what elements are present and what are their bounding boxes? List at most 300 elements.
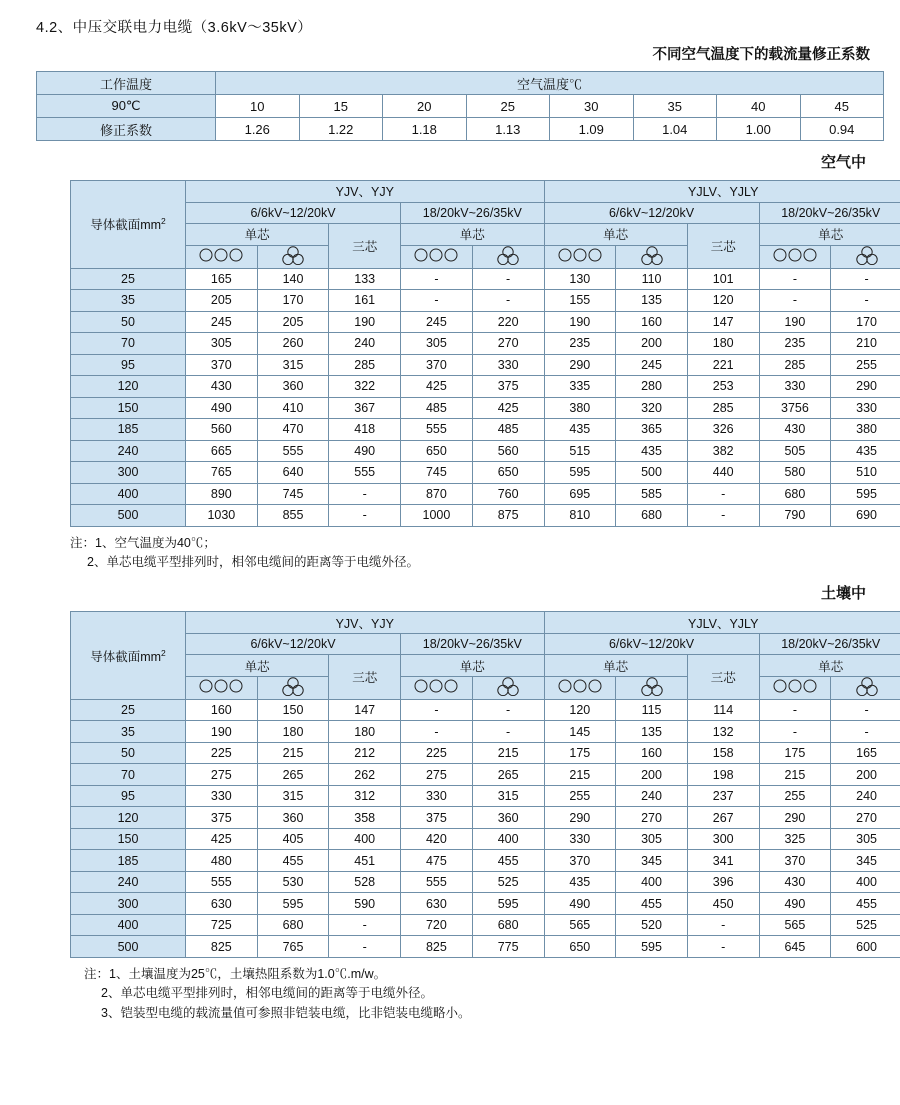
three-circles-trefoil-icon [257,245,329,268]
conductor-section-value: 400 [71,914,186,936]
current-rating-value: 240 [616,785,688,807]
table-row [71,850,900,872]
header-row-arrangement [71,676,900,699]
current-rating-value: 158 [687,742,759,764]
current-rating-value: 560 [186,419,258,441]
current-rating-value: 450 [687,893,759,915]
current-rating-value: 120 [687,290,759,312]
header-row-groups [71,612,900,634]
conductor-section-value: 400 [71,483,186,505]
current-rating-value: 490 [544,893,616,915]
current-rating-value: 235 [544,333,616,355]
factor-value: 1.13 [466,118,550,141]
current-rating-value: 221 [687,354,759,376]
current-rating-value: - [329,914,401,936]
current-rating-value: 135 [616,721,688,743]
current-rating-value: 440 [687,462,759,484]
current-rating-value: 810 [544,505,616,527]
current-rating-value: 375 [401,807,473,829]
current-rating-value: 265 [472,764,544,786]
air-notes [70,534,878,573]
voltage-header: 6/6kV~12/20kV [544,202,759,224]
three-circles-trefoil-icon [472,676,544,699]
note-line: 注：1、空气温度为40℃； [70,535,216,550]
current-rating-value: 590 [329,893,401,915]
factor-value: 1.09 [550,118,634,141]
current-rating-value: 120 [544,699,616,721]
factor-value: 1.22 [299,118,383,141]
current-rating-value: 300 [687,828,759,850]
current-rating-value: 270 [472,333,544,355]
current-rating-value: - [401,699,473,721]
current-rating-value: 435 [544,871,616,893]
current-rating-value: - [759,268,831,290]
three-circles-trefoil-icon [616,245,688,268]
header-row-cores [71,224,900,246]
header-row-groups [71,181,900,203]
current-rating-value: 425 [401,376,473,398]
current-rating-value: 255 [759,785,831,807]
three-circles-flat-icon [544,676,616,699]
current-rating-value: 110 [616,268,688,290]
current-rating-value: 418 [329,419,401,441]
current-rating-value: 680 [257,914,329,936]
current-rating-value: 650 [401,440,473,462]
current-rating-value: 305 [831,828,900,850]
current-rating-value: 630 [401,893,473,915]
current-rating-value: 160 [616,742,688,764]
note-line: 3、铠装型电缆的载流量值可参照非铠装电缆，比非铠装电缆略小。 [101,1005,471,1020]
current-rating-value: 101 [687,268,759,290]
current-rating-value: 515 [544,440,616,462]
single-core-header: 单芯 [401,655,544,677]
current-rating-value: - [401,290,473,312]
current-rating-value: - [759,290,831,312]
current-rating-value: 160 [616,311,688,333]
conductor-section-value: 150 [71,828,186,850]
table-row [37,118,884,141]
current-rating-value: - [687,483,759,505]
table-row [71,440,900,462]
conductor-section-value: 50 [71,742,186,764]
temp-table-heading: 不同空气温度下的载流量修正系数 [652,47,870,63]
conductor-section-value: 95 [71,354,186,376]
page-title: 4.2、中压交联电力电缆（3.6kV～35kV） [36,20,313,36]
header-row-voltages [71,633,900,655]
current-rating-value: 330 [544,828,616,850]
factor-value: 1.04 [633,118,717,141]
current-rating-value: 745 [401,462,473,484]
table-row [71,462,900,484]
three-core-header: 三芯 [329,224,401,269]
current-rating-value: 212 [329,742,401,764]
current-rating-value: 262 [329,764,401,786]
header-row-voltages [71,202,900,224]
current-rating-value: 725 [186,914,258,936]
current-rating-value: 375 [472,376,544,398]
current-rating-value: 205 [186,290,258,312]
current-rating-value: 150 [257,699,329,721]
current-rating-value: 345 [831,850,900,872]
current-rating-value: 165 [186,268,258,290]
current-rating-value: 360 [257,376,329,398]
table-row [71,333,900,355]
current-rating-value: 480 [186,850,258,872]
current-rating-value: 275 [186,764,258,786]
current-rating-value: 215 [472,742,544,764]
conductor-section-value: 120 [71,376,186,398]
conductor-section-value: 50 [71,311,186,333]
three-core-header: 三芯 [687,224,759,269]
conductor-section-value: 25 [71,268,186,290]
current-rating-value: 3756 [759,397,831,419]
conductor-section-value: 35 [71,290,186,312]
current-rating-value: 430 [759,419,831,441]
conductor-section-header: 导体截面$mm^2$ [71,181,186,269]
conductor-section-value: 35 [71,721,186,743]
three-circles-trefoil-icon [616,676,688,699]
current-rating-value: 370 [401,354,473,376]
temp-value: 35 [633,95,717,118]
three-circles-flat-icon [544,245,616,268]
current-rating-value: 200 [616,333,688,355]
current-rating-value: 215 [257,742,329,764]
current-rating-value: 285 [759,354,831,376]
table-row [71,376,900,398]
current-rating-value: 490 [759,893,831,915]
group-header: YJLV、YJLY [544,612,900,634]
three-circles-flat-icon [759,245,831,268]
current-rating-value: 245 [401,311,473,333]
current-rating-value: 165 [831,742,900,764]
current-rating-value: 175 [759,742,831,764]
three-core-header: 三芯 [329,655,401,700]
voltage-header: 6/6kV~12/20kV [544,633,759,655]
current-rating-value: 645 [759,936,831,958]
note-line: 2、单芯电缆平型排列时，相邻电缆间的距离等于电缆外径。 [87,554,419,569]
current-rating-value: 365 [616,419,688,441]
single-core-header: 单芯 [759,224,900,246]
single-core-header: 单芯 [544,224,687,246]
temp-value: 40 [717,95,801,118]
current-rating-value: 580 [759,462,831,484]
conductor-section-value: 240 [71,440,186,462]
current-rating-value: 765 [257,936,329,958]
current-rating-value: 285 [687,397,759,419]
current-rating-value: 290 [759,807,831,829]
single-core-header: 单芯 [759,655,900,677]
current-rating-value: 400 [329,828,401,850]
air-table-body [71,181,900,527]
air-temp-label: 空气温度℃ [216,72,884,95]
current-rating-value: - [401,721,473,743]
group-header: YJLV、YJLY [544,181,900,203]
current-rating-value: 330 [759,376,831,398]
conductor-section-value: 150 [71,397,186,419]
current-rating-value: 235 [759,333,831,355]
current-rating-value: 380 [544,397,616,419]
current-rating-value: 595 [831,483,900,505]
factor-value: 1.00 [717,118,801,141]
conductor-section-value: 120 [71,807,186,829]
current-rating-value: 114 [687,699,759,721]
group-header: YJV、YJY [186,612,545,634]
temp-value: 30 [550,95,634,118]
current-rating-value: 341 [687,850,759,872]
current-rating-value: 305 [401,333,473,355]
air-section-label: 空气中 [820,154,866,171]
current-rating-value: 595 [544,462,616,484]
current-rating-value: 360 [257,807,329,829]
current-rating-value: 585 [616,483,688,505]
current-rating-value: 255 [544,785,616,807]
soil-table-body [71,612,900,958]
current-rating-value: 595 [257,893,329,915]
current-rating-value: 400 [616,871,688,893]
current-rating-value: 132 [687,721,759,743]
current-rating-value: 650 [544,936,616,958]
current-rating-value: 600 [831,936,900,958]
current-rating-value: - [831,699,900,721]
current-rating-value: 630 [186,893,258,915]
current-rating-value: 335 [544,376,616,398]
temp-value: 15 [299,95,383,118]
current-rating-value: 140 [257,268,329,290]
current-rating-value: 435 [616,440,688,462]
conductor-section-value: 500 [71,505,186,527]
current-rating-value: 220 [472,311,544,333]
current-rating-value: 825 [186,936,258,958]
table-row [71,785,900,807]
current-rating-value: 290 [544,807,616,829]
temp-value: 20 [383,95,467,118]
current-rating-value: 420 [401,828,473,850]
current-rating-value: - [831,721,900,743]
current-rating-value: 115 [616,699,688,721]
soil-section-label: 土壤中 [820,585,866,603]
current-rating-value: 322 [329,376,401,398]
current-rating-value: 382 [687,440,759,462]
current-rating-value: 405 [257,828,329,850]
current-rating-value: 160 [186,699,258,721]
current-rating-value: 525 [831,914,900,936]
table-row [71,742,900,764]
current-rating-value: 370 [759,850,831,872]
current-rating-value: 255 [831,354,900,376]
current-rating-value: 240 [831,785,900,807]
current-rating-value: 680 [759,483,831,505]
current-rating-value: 720 [401,914,473,936]
table-row [71,505,900,527]
current-rating-value: - [329,483,401,505]
temperature-correction-table [36,71,884,141]
current-rating-value: 425 [472,397,544,419]
current-rating-value: 133 [329,268,401,290]
current-rating-value: 520 [616,914,688,936]
current-rating-value: 565 [544,914,616,936]
current-rating-value: 665 [186,440,258,462]
voltage-header: 18/20kV~26/35kV [759,202,900,224]
factor-value: 0.94 [800,118,884,141]
current-rating-value: 253 [687,376,759,398]
current-rating-value: - [687,936,759,958]
current-rating-value: 145 [544,721,616,743]
current-rating-value: 410 [257,397,329,419]
conductor-section-value: 70 [71,333,186,355]
current-rating-value: 367 [329,397,401,419]
conductor-section-value: 25 [71,699,186,721]
conductor-section-value: 185 [71,850,186,872]
current-rating-value: - [687,505,759,527]
table-row [71,936,900,958]
three-circles-flat-icon [401,245,473,268]
current-rating-value: 425 [186,828,258,850]
current-rating-value: 695 [544,483,616,505]
note-line: 2、单芯电缆平型排列时，相邻电缆间的距离等于电缆外径。 [101,986,433,1001]
current-rating-value: 130 [544,268,616,290]
current-rating-value: - [472,721,544,743]
current-rating-value: 400 [831,871,900,893]
current-rating-value: 290 [831,376,900,398]
current-rating-value: 745 [257,483,329,505]
current-rating-value: 245 [186,311,258,333]
current-rating-value: 270 [616,807,688,829]
current-rating-value: 370 [544,850,616,872]
current-rating-value: - [831,268,900,290]
conductor-section-value: 70 [71,764,186,786]
current-rating-value: 320 [616,397,688,419]
current-rating-value: 690 [831,505,900,527]
current-rating-value: - [401,268,473,290]
table-row [71,893,900,915]
current-rating-value: 435 [831,440,900,462]
current-rating-value: 245 [616,354,688,376]
voltage-header: 18/20kV~26/35kV [401,633,544,655]
current-rating-value: 560 [472,440,544,462]
working-temp-label: 工作温度 [37,72,216,95]
current-rating-value: 500 [616,462,688,484]
current-rating-value: 490 [329,440,401,462]
current-rating-value: 175 [544,742,616,764]
current-rating-value: 170 [257,290,329,312]
three-circles-trefoil-icon [831,245,900,268]
current-rating-value: 330 [472,354,544,376]
current-rating-value: 375 [186,807,258,829]
conductor-section-header: 导体截面$mm^2$ [71,612,186,700]
table-row [71,268,900,290]
current-rating-value: 161 [329,290,401,312]
table-row [71,397,900,419]
header-row-arrangement [71,245,900,268]
current-rating-value: 400 [472,828,544,850]
current-rating-value: 680 [472,914,544,936]
three-circles-flat-icon [186,245,258,268]
current-rating-value: - [759,721,831,743]
current-rating-value: 210 [831,333,900,355]
current-rating-value: 380 [831,419,900,441]
header-row-cores [71,655,900,677]
current-rating-value: 555 [401,871,473,893]
current-rating-value: 475 [401,850,473,872]
three-circles-trefoil-icon [472,245,544,268]
current-rating-value: 430 [186,376,258,398]
table-row [71,311,900,333]
current-rating-value: 225 [401,742,473,764]
current-rating-value: 565 [759,914,831,936]
current-rating-value: 312 [329,785,401,807]
current-rating-value: 775 [472,936,544,958]
current-rating-value: 265 [257,764,329,786]
correction-factor-label: 修正系数 [37,118,216,141]
current-rating-value: - [472,290,544,312]
table-row [71,483,900,505]
current-rating-value: 290 [544,354,616,376]
temp-value: 25 [466,95,550,118]
current-rating-value: 155 [544,290,616,312]
table-row [71,354,900,376]
current-rating-value: 455 [831,893,900,915]
table-row [71,419,900,441]
three-circles-trefoil-icon [831,676,900,699]
table-row [71,807,900,829]
three-core-header: 三芯 [687,655,759,700]
current-rating-value: 765 [186,462,258,484]
current-rating-value: 237 [687,785,759,807]
conductor-section-value: 185 [71,419,186,441]
current-rating-value: 360 [472,807,544,829]
current-rating-value: 326 [687,419,759,441]
table-row [71,721,900,743]
table-row [71,871,900,893]
temp-value: 45 [800,95,884,118]
note-line: 注：1、土壤温度为25℃，土壤热阻系数为1.0℃.m/w。 [84,966,387,981]
current-rating-value: 555 [329,462,401,484]
current-rating-value: 200 [616,764,688,786]
current-rating-value: 870 [401,483,473,505]
current-rating-value: 525 [472,871,544,893]
current-rating-value: 855 [257,505,329,527]
current-rating-value: 760 [472,483,544,505]
soil-notes [84,965,878,1023]
current-rating-value: - [329,505,401,527]
current-rating-value: 528 [329,871,401,893]
current-rating-value: 147 [687,311,759,333]
temp-value: 10 [216,95,300,118]
current-rating-value: 240 [329,333,401,355]
current-rating-value: 315 [257,354,329,376]
conductor-section-value: 300 [71,462,186,484]
current-rating-value: - [472,699,544,721]
current-rating-value: 555 [401,419,473,441]
current-rating-value: 430 [759,871,831,893]
voltage-header: 6/6kV~12/20kV [186,202,401,224]
current-rating-value: 451 [329,850,401,872]
current-rating-value: 305 [616,828,688,850]
current-rating-value: 180 [687,333,759,355]
current-rating-value: - [687,914,759,936]
table-row [71,699,900,721]
current-rating-value: 205 [257,311,329,333]
table-row [71,914,900,936]
conductor-section-value: 500 [71,936,186,958]
temp-90c-label: 90℃ [37,95,216,118]
table-row [37,95,884,118]
current-rating-value: 510 [831,462,900,484]
conductor-section-value: 95 [71,785,186,807]
current-rating-value: 200 [831,764,900,786]
current-rating-value: 396 [687,871,759,893]
current-rating-value: 330 [401,785,473,807]
